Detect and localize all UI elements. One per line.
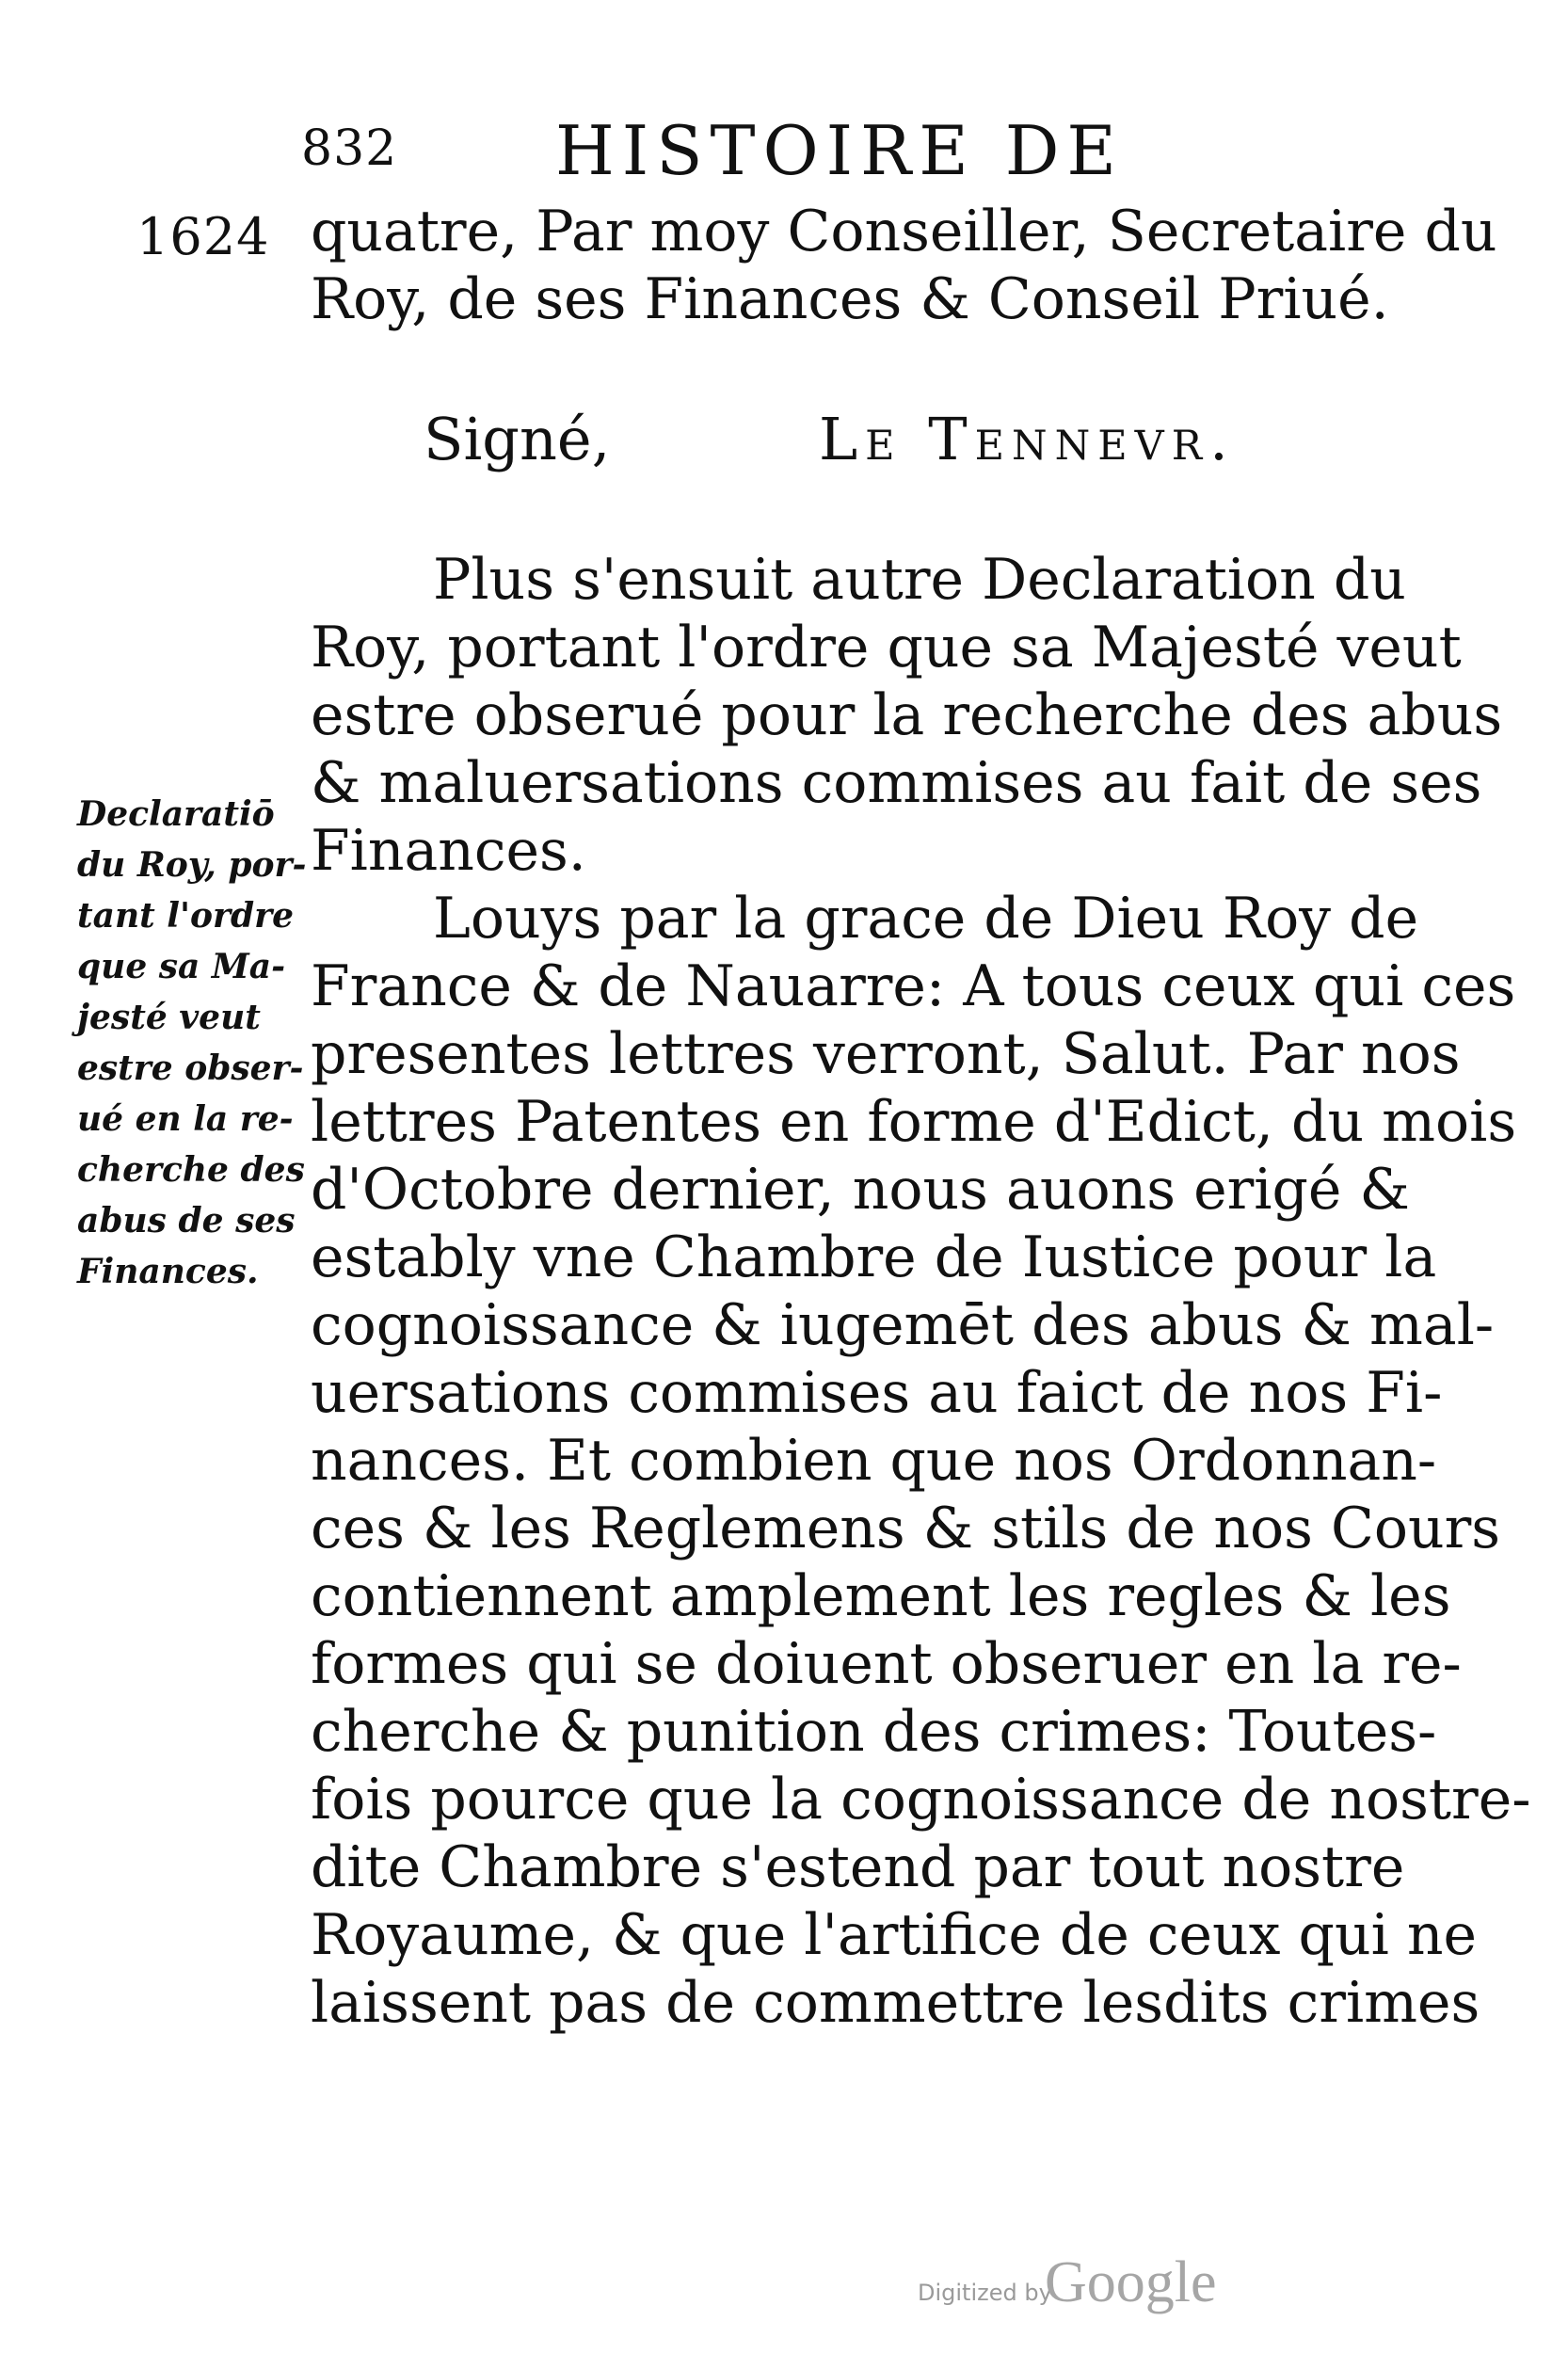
text-line: ces & les Reglemens & stils de nos Cours (311, 1496, 1501, 1561)
margin-note-line: tant l'ordre (77, 896, 295, 936)
text-line: Plus s'ensuit autre Declaration du (433, 547, 1406, 613)
margin-note-line: du Roy, por- (77, 845, 307, 885)
text-line: contiennent amplement les regles & les (311, 1563, 1451, 1629)
running-title: HISTOIRE DE (555, 111, 1124, 190)
text-line: Louys par la grace de Dieu Roy de (433, 886, 1419, 952)
text-line: formes qui se doiuent obseruer en la re- (311, 1631, 1462, 1697)
text-line: presentes lettres verront, Salut. Par nos (311, 1021, 1461, 1087)
opening-paragraph (311, 198, 1497, 333)
digitized-watermark (918, 2249, 1294, 2315)
margin-note-line: abus de ses (77, 1201, 296, 1241)
margin-note-line: Declaratiō (77, 794, 275, 834)
text-line: quatre, Par moy Conseiller, Secretaire du (311, 199, 1497, 264)
text-line: Royaume, & que l'artifice de ceux qui ne (311, 1902, 1478, 1968)
signature-name: Le Tennevr. (819, 405, 1236, 473)
text-line: cognoissance & iugemēt des abus & mal- (311, 1292, 1495, 1358)
text-line: estably vne Chambre de Iustice pour la (311, 1225, 1437, 1290)
signature-line (424, 405, 1308, 480)
text-line: uersations commises au faict de nos Fi- (311, 1360, 1443, 1426)
margin-note-line: Finances. (77, 1252, 259, 1291)
margin-note-line: ué en la re- (77, 1099, 294, 1139)
margin-note-line: cherche des (77, 1150, 305, 1190)
margin-year: 1624 (136, 207, 270, 266)
text-line: estre obserué pour la recherche des abus (311, 682, 1503, 748)
margin-note-line: que sa Ma- (77, 947, 286, 986)
digitized-label: Digitized by (918, 2280, 1052, 2306)
text-line: laissent pas de commettre lesdits crimes (311, 1970, 1480, 2036)
text-line: cherche & punition des crimes: Toutes- (311, 1699, 1437, 1765)
main-text (311, 546, 1531, 2037)
text-line: & maluersations commises au fait de ses (311, 750, 1482, 816)
running-head (301, 111, 1205, 196)
text-line: Finances. (311, 818, 586, 884)
text-line: Roy, de ses Finances & Conseil Priué. (311, 266, 1389, 332)
text-line: France & de Nauarre: A tous ceux qui ces (311, 953, 1516, 1019)
text-line: nances. Et combien que nos Ordonnan- (311, 1428, 1437, 1494)
signature-label: Signé, (424, 405, 611, 473)
text-line: lettres Patentes en forme d'Edict, du mois (311, 1089, 1517, 1155)
margin-note-line: jesté veut (77, 998, 261, 1037)
text-line: dite Chambre s'estend par tout nostre (311, 1834, 1405, 1900)
text-line: d'Octobre dernier, nous auons erigé & (311, 1157, 1410, 1223)
margin-note-line: estre obser- (77, 1048, 304, 1088)
page-number: 832 (301, 120, 398, 177)
text-line: Roy, portant l'ordre que sa Majesté veut (311, 615, 1462, 680)
google-logo: Google (1045, 2250, 1217, 2314)
text-line: fois pource que la cognoissance de nostre- (311, 1767, 1531, 1833)
margin-note (77, 789, 312, 1297)
